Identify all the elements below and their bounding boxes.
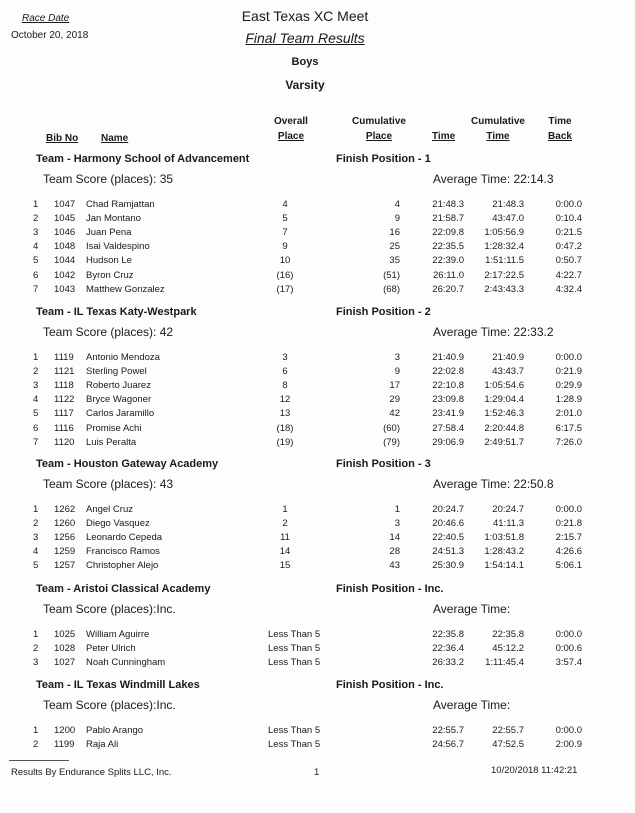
cumulative-place: 9 [394,213,400,225]
team-name: Team - Harmony School of Advancement [36,153,250,165]
runner-name: Carlos Jaramillo [86,408,155,420]
meet-title: East Texas XC Meet [241,8,369,24]
overall-place: 4 [282,199,288,210]
time-back: 0:00.0 [555,504,582,515]
bib-number: 1260 [54,518,76,530]
team-place: 6 [33,422,39,434]
runner-name: Juan Pena [86,227,132,239]
finish-time: 24:56.7 [432,739,464,751]
table-row [0,628,635,642]
runner-name: Leonardo Cepeda [86,532,163,544]
bib-number: 1262 [54,504,76,515]
bib-number: 1046 [54,227,76,239]
runner-name: Bryce Wagoner [86,394,152,406]
table-row [0,738,635,752]
table-row [0,436,635,450]
bib-number: 1044 [54,255,76,267]
time-back: 0:47.2 [555,241,582,253]
finish-position: Finish Position - Inc. [336,583,444,595]
runner-name: Christopher Alejo [86,560,159,572]
overall-place: 13 [279,408,291,420]
overall-place: 12 [279,394,291,406]
team-place: 5 [33,560,39,572]
finish-time: 26:11.0 [433,269,464,281]
team-score: Team Score (places): 35 [43,172,174,186]
overall-place: 8 [282,380,288,392]
finish-time: 21:40.9 [432,352,464,363]
team-place: 2 [33,366,39,378]
table-row [0,351,635,365]
bib-number: 1257 [54,560,76,572]
team-name: Team - Houston Gateway Academy [36,458,219,470]
finish-time: 22:35.8 [432,629,464,640]
bib-number: 1048 [54,241,76,253]
overall-place: 11 [280,532,290,544]
finish-time: 22:09.8 [432,227,464,239]
runner-name: Noah Cunningham [86,657,166,669]
runner-name: Diego Vasquez [86,518,150,530]
race-date: October 20, 2018 [11,30,89,41]
team-score: Team Score (places):Inc. [43,698,176,712]
cumulative-time: 41:11.3 [493,518,524,530]
table-row [0,559,635,573]
time-back: 5:06.1 [555,560,582,572]
runner-name: Peter Ulrich [86,643,136,655]
bib-number: 1116 [54,422,74,434]
table-row [0,240,635,254]
bib-number: 1047 [54,199,76,210]
runner-name: Angel Cruz [86,504,133,515]
finish-position: Finish Position - 2 [336,306,431,318]
bib-number: 1122 [54,394,75,406]
cumulative-place: 4 [394,199,400,210]
table-row [0,254,635,268]
cumulative-place: 43 [389,560,400,572]
time-back: 2:01.0 [555,408,582,420]
cumulative-time: 21:40.9 [492,352,524,363]
team-place: 4 [33,241,39,253]
time-back: 4:26.6 [555,546,582,558]
table-row [0,393,635,407]
results-title: Final Team Results [245,30,365,46]
finish-time: 22:39.0 [432,255,464,267]
average-time: Average Time: 22:14.3 [433,172,554,186]
finish-time: 22:36.4 [432,643,464,655]
table-row [0,517,635,531]
overall-place: (17) [276,283,294,295]
team-place: 6 [33,269,39,281]
cumulative-time: 1:29:04.4 [484,394,524,406]
team-name: Team - IL Texas Katy-Westpark [36,306,197,318]
time-back: 0:00.6 [555,643,582,655]
bib-number: 1121 [54,366,75,378]
race-date-label: Race Date [22,13,70,24]
cumulative-time: 1:52:46.3 [484,408,524,420]
overall-place: 3 [282,352,288,363]
time-back: 6:17.5 [555,422,582,434]
team-place: 1 [33,504,39,515]
table-row [0,269,635,283]
finish-time: 24:51.3 [432,546,464,558]
bib-number: 1027 [54,657,76,669]
cumulative-time: 1:28:43.2 [484,546,524,558]
overall-place: Less Than 5 [268,629,321,640]
finish-time: 20:24.7 [432,504,464,515]
table-row [0,545,635,559]
overall-place: 9 [282,241,288,253]
finish-position: Finish Position - 3 [336,458,431,470]
runner-name: Promise Achi [86,422,142,434]
cumulative-place: 28 [389,546,400,558]
finish-time: 26:33.2 [432,657,464,669]
table-row [0,724,635,738]
cumulative-time: 1:05:54.6 [484,380,524,392]
cumulative-place: 1 [394,504,400,515]
time-back: 2:15.7 [555,532,582,544]
cumulative-place: 25 [389,241,400,253]
finish-time: 25:30.9 [432,560,464,572]
page-number: 1 [314,767,320,778]
team-place: 5 [33,255,39,267]
overall-place: (16) [276,269,294,281]
overall-place: 14 [279,546,291,558]
column-header-name: Name [101,133,129,144]
cumulative-place: 3 [394,518,400,530]
cumulative-time: 1:05:56.9 [484,227,524,239]
runner-name: Jan Montano [86,213,141,225]
team-name: Team - Aristoi Classical Academy [36,583,211,595]
cumulative-place: 17 [389,380,400,392]
cumulative-time: 47:52.5 [492,739,524,751]
table-row [0,283,635,297]
time-back: 4:22.7 [555,269,582,281]
overall-place: 6 [282,366,288,378]
column-header-time: Time [432,131,456,142]
finish-time: 22:35.5 [432,241,464,253]
table-row [0,531,635,545]
bib-number: 1043 [54,283,76,295]
time-back: 0:00.0 [555,352,582,363]
footer-rule [9,760,69,761]
overall-place: 15 [279,560,291,572]
cumulative-time: 45:12.2 [492,643,524,655]
bib-number: 1256 [54,532,76,544]
time-back: 0:29.9 [555,380,582,392]
runner-name: Pablo Arango [86,725,144,736]
average-time: Average Time: 22:33.2 [433,325,554,339]
time-back: 0:21.8 [555,518,582,530]
overall-place: Less Than 5 [268,725,321,736]
cumulative-time: 22:35.8 [492,629,524,640]
time-back: 0:00.0 [555,725,582,736]
time-back: 4:32.4 [555,283,582,295]
cumulative-place: 16 [389,227,400,239]
bib-number: 1119 [54,352,74,363]
finish-time: 26:20.7 [432,283,464,295]
average-time: Average Time: [433,602,511,616]
team-place: 2 [33,643,39,655]
cumulative-place: 42 [389,408,400,420]
team-place: 4 [33,546,39,558]
runner-name: William Aguirre [86,629,150,640]
bib-number: 1045 [54,213,76,225]
cumulative-place: 29 [389,394,400,406]
cumulative-place: (60) [383,422,400,434]
table-row [0,379,635,393]
column-header-bib: Bib No [46,133,79,144]
finish-time: 22:10.8 [432,380,464,392]
finish-time: 27:58.4 [432,422,464,434]
overall-place: 5 [282,213,288,225]
gender-heading: Boys [291,56,319,68]
finish-time: 21:48.3 [432,199,464,210]
average-time: Average Time: 22:50.8 [433,477,554,491]
bib-number: 1120 [54,436,75,448]
runner-name: Sterling Powel [86,366,147,378]
time-back: 7:26.0 [555,436,582,448]
bib-number: 1028 [54,643,76,655]
overall-place: 7 [282,227,288,239]
team-place: 1 [33,629,39,640]
team-place: 1 [33,199,39,210]
team-place: 4 [33,394,39,406]
cumulative-place: (68) [383,283,400,295]
bib-number: 1259 [54,546,76,558]
table-row [0,407,635,421]
team-place: 3 [33,380,39,392]
runner-name: Francisco Ramos [86,546,160,558]
cumulative-time: 1:03:51.8 [484,532,524,544]
cumulative-time: 1:54:14.1 [484,560,524,572]
runner-name: Roberto Juarez [86,380,151,392]
team-place: 2 [33,739,39,751]
print-timestamp: 10/20/2018 11:42:21 [491,765,578,776]
finish-time: 20:46.6 [432,518,464,530]
runner-name: Byron Cruz [86,269,134,281]
bib-number: 1199 [54,739,75,751]
overall-place: Less Than 5 [268,739,321,751]
team-score: Team Score (places): 43 [43,477,174,491]
runner-name: Matthew Gonzalez [86,283,165,295]
time-back: 0:50.7 [555,255,582,267]
finish-time: 23:41.9 [432,408,464,420]
cumulative-place: (51) [383,269,400,281]
cumulative-time: 2:49:51.7 [484,436,524,448]
cumulative-time: 43:43.7 [492,366,524,378]
runner-name: Luis Peralta [86,436,137,448]
cumulative-place: 14 [389,532,400,544]
team-place: 3 [33,657,39,669]
team-score: Team Score (places):Inc. [43,602,176,616]
table-row [0,365,635,379]
column-header-cumulative-place: Cumulative Place [352,116,406,142]
column-header-cumulative-time: Cumulative Time [471,116,525,142]
bib-number: 1118 [54,380,74,392]
team-place: 7 [33,436,39,448]
finish-time: 22:55.7 [432,725,464,736]
finish-position: Finish Position - Inc. [336,679,444,691]
team-place: 1 [33,725,39,736]
overall-place: 1 [282,504,288,515]
runner-name: Hudson Le [86,255,132,267]
time-back: 1:28.9 [555,394,582,406]
cumulative-place: 9 [394,366,400,378]
overall-place: Less Than 5 [268,657,321,669]
table-row [0,422,635,436]
overall-place: 2 [282,518,288,530]
team-place: 3 [33,227,39,239]
time-back: 0:00.0 [555,199,582,210]
table-row [0,198,635,212]
cumulative-time: 21:48.3 [492,199,524,210]
column-header-overall-place: Overall Place [274,116,308,142]
cumulative-time: 43:47.0 [492,213,524,225]
cumulative-time: 1:11:45.4 [485,657,524,669]
cumulative-time: 2:43:43.3 [484,283,524,295]
cumulative-time: 1:28:32.4 [484,241,524,253]
cumulative-time: 1:51:11.5 [485,255,524,267]
bib-number: 1025 [54,629,76,640]
time-back: 3:57.4 [555,657,582,669]
time-back: 0:10.4 [555,213,582,225]
finish-time: 21:58.7 [432,213,464,225]
finish-position: Finish Position - 1 [336,153,431,165]
time-back: 0:00.0 [555,629,582,640]
runner-name: Antonio Mendoza [86,352,160,363]
footer-credit: Results By Endurance Splits LLC, Inc. [11,767,172,778]
cumulative-place: (79) [383,436,400,448]
division-heading: Varsity [285,78,325,92]
table-row [0,642,635,656]
table-row [0,503,635,517]
finish-time: 29:06.9 [432,436,464,448]
table-row [0,656,635,670]
team-place: 2 [33,213,39,225]
time-back: 0:21.9 [555,366,582,378]
runner-name: Chad Ramjattan [86,199,155,210]
team-place: 5 [33,408,39,420]
finish-time: 22:02.8 [432,366,464,378]
average-time: Average Time: [433,698,511,712]
overall-place: Less Than 5 [268,643,321,655]
cumulative-place: 3 [394,352,400,363]
column-header-time-back: Time Back [548,116,572,142]
runner-name: Isai Valdespino [86,241,150,253]
overall-place: 10 [279,255,291,267]
finish-time: 22:40.5 [432,532,464,544]
bib-number: 1117 [54,408,74,420]
team-place: 7 [33,283,39,295]
cumulative-time: 2:20:44.8 [484,422,524,434]
team-place: 1 [33,352,39,363]
bib-number: 1042 [54,269,76,281]
team-name: Team - IL Texas Windmill Lakes [36,679,200,691]
cumulative-time: 2:17:22.5 [484,269,524,281]
finish-time: 23:09.8 [432,394,464,406]
team-place: 2 [33,518,39,530]
time-back: 0:21.5 [555,227,582,239]
time-back: 2:00.9 [555,739,582,751]
cumulative-time: 20:24.7 [492,504,524,515]
team-place: 3 [33,532,39,544]
cumulative-time: 22:55.7 [492,725,524,736]
runner-name: Raja Ali [86,739,119,751]
cumulative-place: 35 [389,255,400,267]
overall-place: (19) [276,436,294,448]
table-row [0,226,635,240]
table-row [0,212,635,226]
team-score: Team Score (places): 42 [43,325,174,339]
bib-number: 1200 [54,725,76,736]
overall-place: (18) [276,422,294,434]
